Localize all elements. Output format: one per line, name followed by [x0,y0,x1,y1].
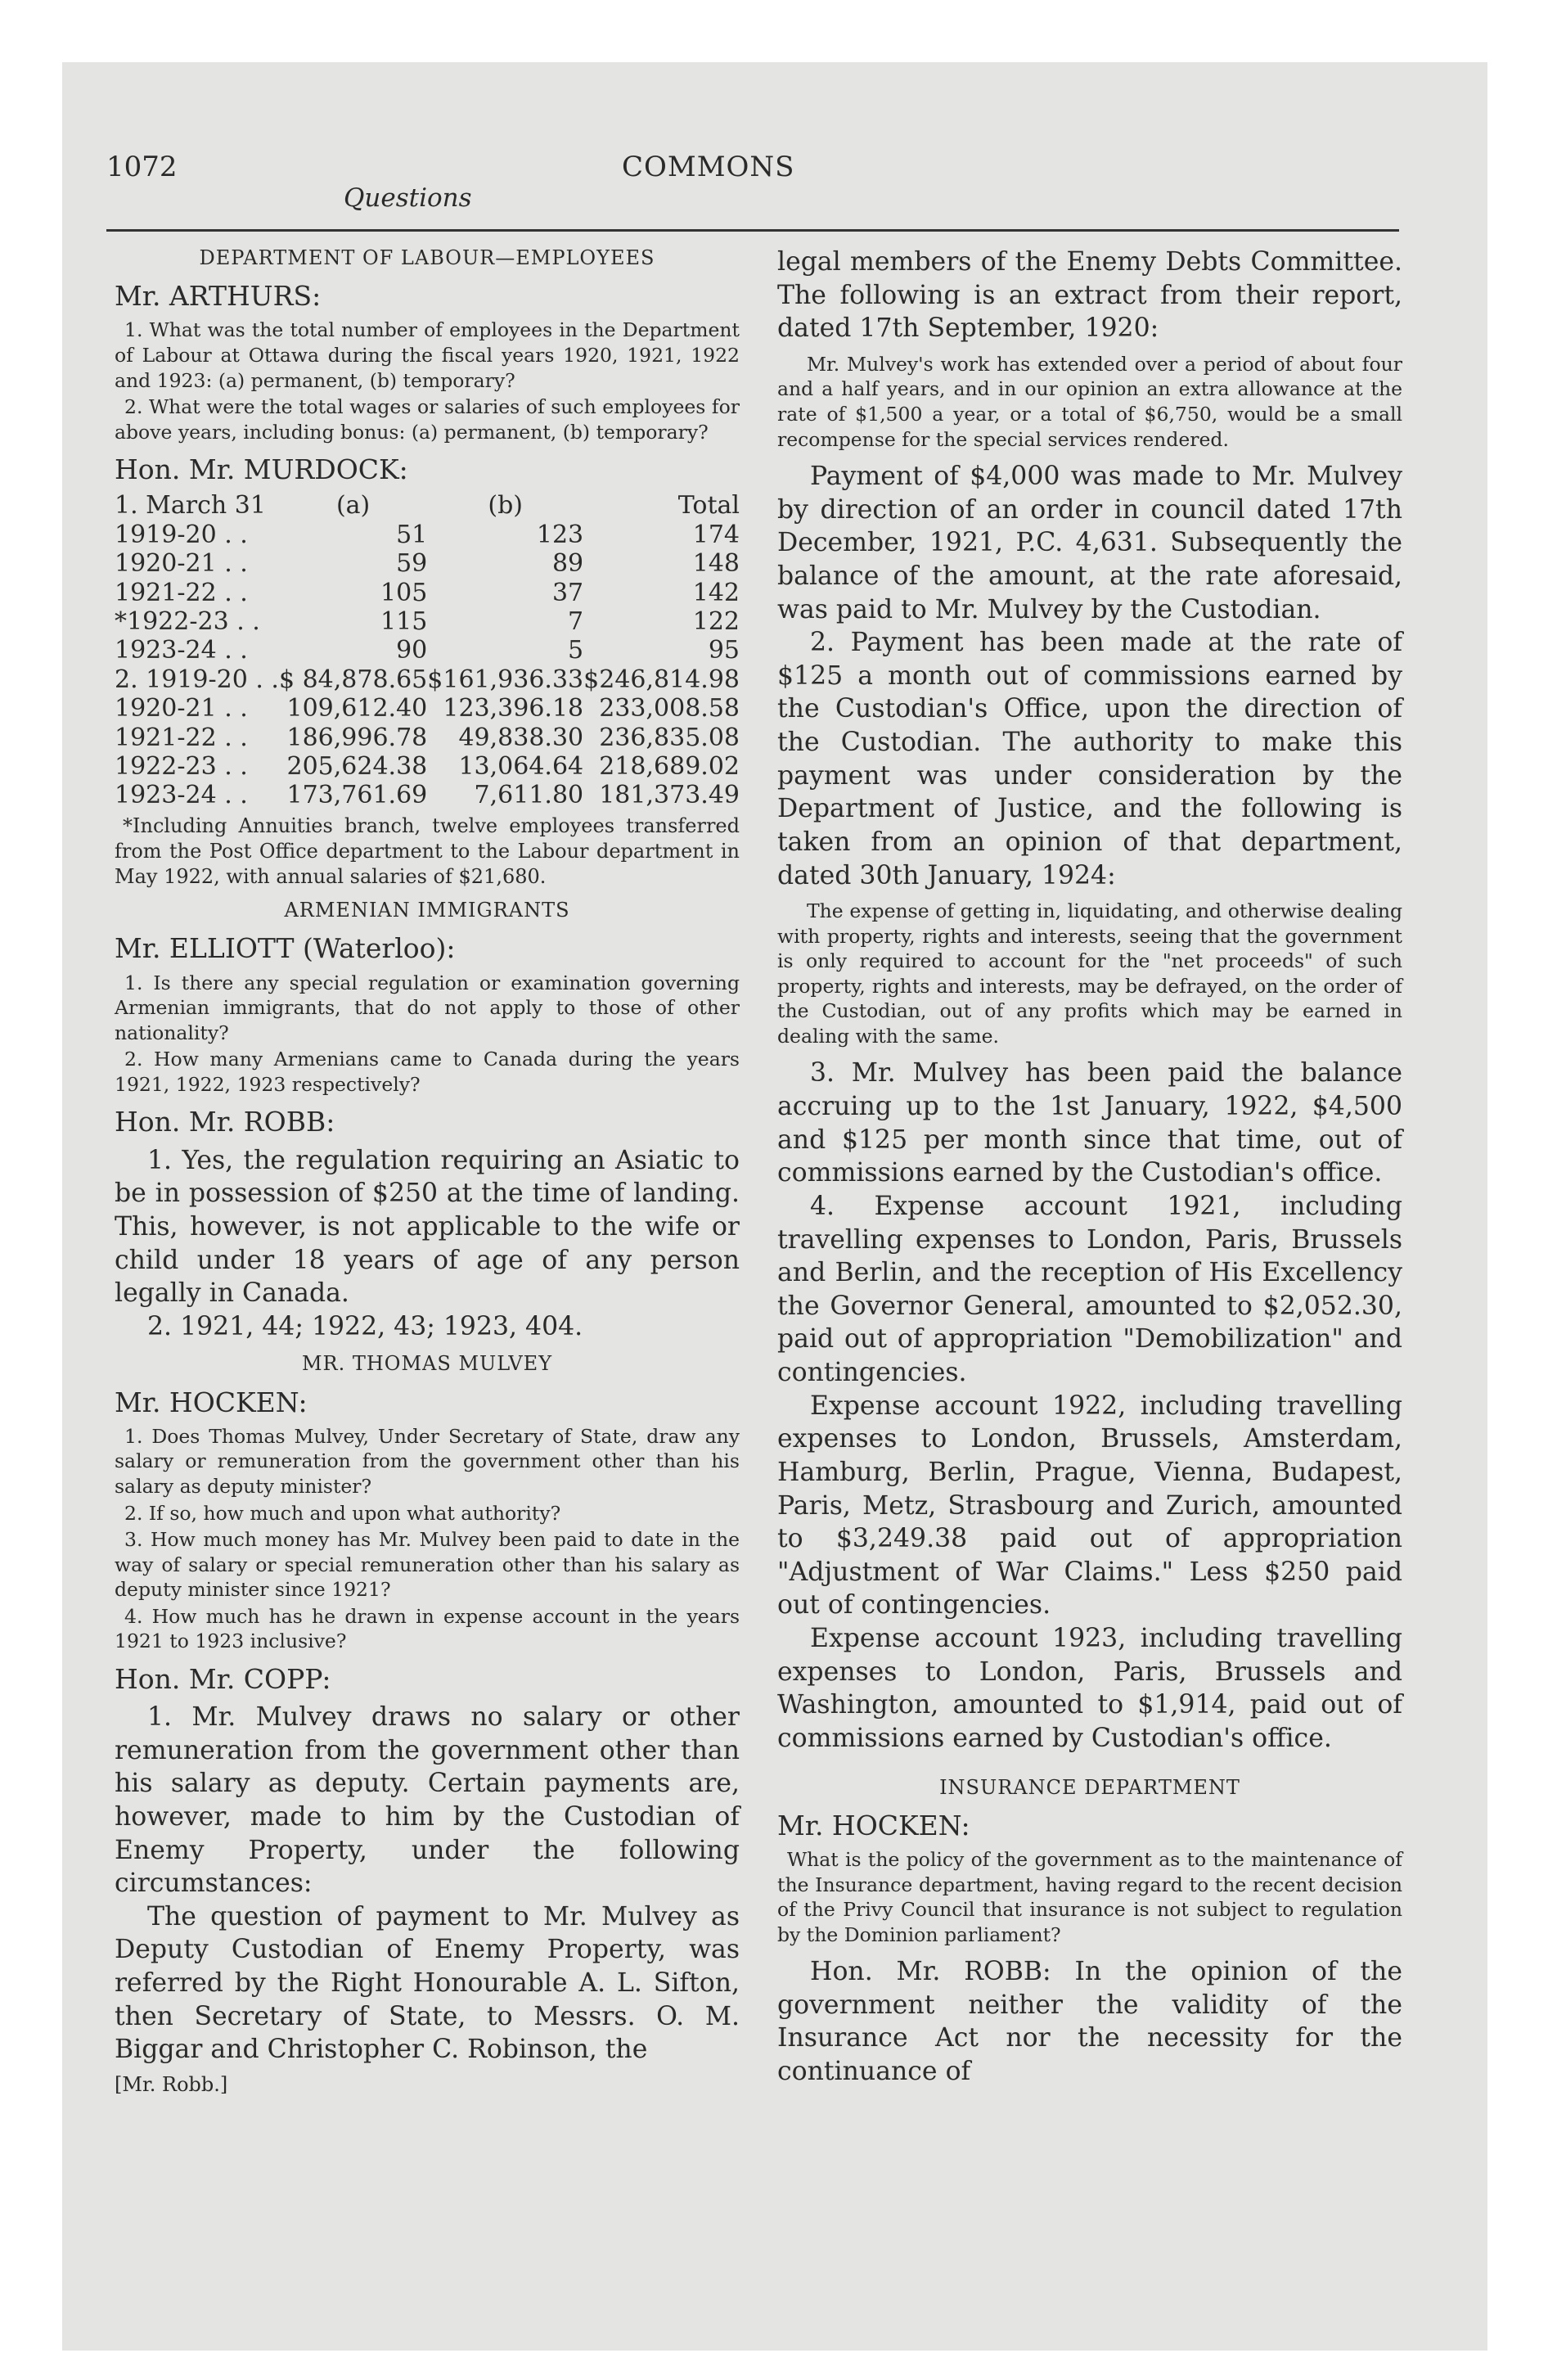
row-year: 1923-24 . . [115,636,248,665]
row-total: 218,689.02 [599,751,740,781]
row-b: 7,611.80 [474,781,584,810]
row-a: 105 [380,578,428,607]
mulvey-question-2: 2. If so, how much and upon what authority? [124,1501,561,1525]
row-a: 186,996.78 [286,723,428,752]
table-row [115,521,740,549]
insurance-question: What is the policy of the government as to the maintenance of the Insurance department, having regard to the recent decision of the Privy Council that insurance is not subject to regulation by the Dominion parliament? [777,1848,1402,1946]
mulvey-question-1: 1. Does Thomas Mulvey, Under Secretary of State, draw any salary or remuneration from the government other than his salary as deputy minister? [115,1424,740,1498]
row-year: 2. 1919-20 . . [115,665,279,694]
mulvey-answer-1: 1. Mr. Mulvey draws no salary or other remuneration from the government other than his salary as deputy. Certain payments are, however, made to him by the Custodian of Enemy Property, under the following circumstances: [115,1702,740,1899]
row-b: 13,064.64 [458,751,584,781]
armenian-answer-speaker: Hon. Mr. ROBB: [115,1106,335,1138]
armenian-heading: ARMENIAN IMMIGRANTS [284,899,570,922]
employees-table [115,491,740,809]
mulvey-heading: MR. THOMAS MULVEY [301,1352,553,1376]
table-row [115,723,740,752]
row-a: 173,761.69 [286,781,428,810]
row-total: 236,835.08 [599,723,740,752]
row-b: 7 [568,606,584,636]
row-a: 51 [396,520,428,549]
row-year: 1920-21 . . [115,549,248,579]
balance-paragraph: 3. Mr. Mulvey has been paid the balance accruing up to the 1st January, 1922, $4,500 and $125 per month since that time, out of commissions earned by the Custodian's office. [777,1058,1402,1188]
mulvey-answer-speaker: Hon. Mr. COPP: [115,1662,331,1695]
labour-question-1: 1. What was the total number of employees in the Department of Labour at Ottawa during the fiscal years 1920, 1921, 1922 and 1923: (a) permanent, (b) temporary? [115,318,740,392]
row-a: 90 [396,636,428,665]
insurance-answer: Hon. Mr. ROBB: In the opinion of the government neither the validity of the Insurance Act nor the necessity for the continuance of [777,1957,1402,2087]
row-year: 1921-22 . . [115,578,248,607]
insurance-speaker: Mr. HOCKEN: [777,1809,970,1841]
armenian-question-1: 1. Is there any special regulation or examination governing Armenian immigrants, that do not apply to those of other nationality? [115,971,740,1044]
labour-speaker: Mr. ARTHURS: [115,280,322,313]
row-total: 95 [708,636,740,665]
row-year: 1920-21 . . [115,694,248,723]
speaker-footer: [Mr. Robb.] [115,2072,228,2096]
mulvey-question-4: 4. How much has he drawn in expense account in the years 1921 to 1923 inclusive? [115,1604,740,1653]
table-footnote: *Including Annuities branch, twelve employees transferred from the Post Office department to the Labour department in May 1922, with annual salaries of $21,680. [115,814,740,889]
table-row [115,694,740,723]
table-row [115,665,740,694]
justice-opinion-extract: The expense of getting in, liquidating, and otherwise dealing with property, rights and interests, seeing that the government is only required to account for the "net proceeds" of such property, rights and interests, may be defrayed, on the order of the Custodian, out of any profits which may be earned in dealing with the same. [777,899,1402,1048]
row-year: 1921-22 . . [115,723,248,752]
armenian-question-2: 2. How many Armenians came to Canada during the years 1921, 1922, 1923 respectively? [115,1048,740,1096]
mulvey-question-3: 3. How much money has Mr. Mulvey been paid to date in the way of salary or special remuneration other than his salary as deputy minister since 1921? [115,1528,740,1602]
committee-paragraph: legal members of the Enemy Debts Committee. The following is an extract from their report, dated 17th September, 1920: [777,247,1402,344]
payment-paragraph: Payment of $4,000 was made to Mr. Mulvey by direction of an order in council dated 17th December, 1921, P.C. 4,631. Subsequently the balance of the amount, at the rate aforesaid, was paid to Mr. Mulvey by the Custodian. [777,462,1402,624]
table-header-total: Total [677,491,740,521]
section-label: Questions [344,183,472,213]
labour-answer-speaker: Hon. Mr. MURDOCK: [115,453,408,486]
row-total: 174 [692,520,740,549]
table-header-label: 1. March 31 [115,491,266,521]
row-a: $ 84,878.65 [278,665,428,694]
page-number: 1072 [106,151,178,183]
row-year: 1923-24 . . [115,781,248,810]
table-header-a: (a) [335,491,371,521]
expense-1922-paragraph: Expense account 1922, including travelling expenses to London, Brussels, Amsterdam, Hamburg, Berlin, Prague, Vienna, Budapest, Paris, Metz, Strasbourg and Zurich, amounted to $3,249.38 paid out of appropriation "Adjustment of War Claims." Less $250 paid out of contingencies. [777,1391,1402,1620]
row-b: 37 [551,578,584,607]
commission-paragraph: 2. Payment has been made at the rate of $125 a month out of commissions earned by the Custodian's Office, upon the direction of the Custodian. The authority to make this payment was under consideration by the Department of Justice, and the following is taken from an opinion of that department, dated 30th January, 1924: [777,628,1402,890]
row-year: *1922-23 . . [115,606,260,636]
table-header-row [115,491,740,520]
row-total: 181,373.49 [599,781,740,810]
report-extract: Mr. Mulvey's work has extended over a period of about four and a half years, and in our opinion an extra allowance at the rate of $1,500 a year, or a total of $6,750, would be a small recompense for the special services rendered. [777,352,1402,451]
row-total: $246,814.98 [583,665,740,694]
insurance-heading: INSURANCE DEPARTMENT [939,1775,1240,1799]
right-column [777,246,1402,2089]
armenian-speaker: Mr. ELLIOTT (Waterloo): [115,932,456,965]
table-row [115,579,740,607]
page-title: COMMONS [622,151,795,183]
row-year: 1919-20 . . [115,520,248,549]
row-total: 142 [692,578,740,607]
row-a: 115 [380,606,428,636]
armenian-answer-1: 1. Yes, the regulation requiring an Asiatic to be in possession of $250 at the time of landing. This, however, is not applicable to the wife or child under 18 years of age of any person legally in Canada. [115,1145,740,1309]
row-b: 123,396.18 [443,694,584,723]
table-row [115,781,740,809]
table-header-b: (b) [488,491,524,521]
row-a: 109,612.40 [286,694,428,723]
row-b: 5 [568,636,584,665]
table-row [115,607,740,636]
row-b: $161,936.33 [427,665,584,694]
row-total: 233,008.58 [599,694,740,723]
expense-1921-paragraph: 4. Expense account 1921, including travelling expenses to London, Paris, Brussels and Berlin, and the reception of His Excellency the Governor General, amounted to $2,052.30, paid out of appropriation "Demobilization" and contingencies. [777,1191,1402,1388]
row-a: 59 [396,549,428,579]
expense-1923-paragraph: Expense account 1923, including travelling expenses to London, Paris, Brussels and Washington, amounted to $1,914, paid out of commissions earned by Custodian's office. [777,1624,1402,1753]
labour-heading: DEPARTMENT OF LABOUR—EMPLOYEES [199,246,655,269]
row-year: 1922-23 . . [115,751,248,781]
armenian-answer-2: 2. 1921, 44; 1922, 43; 1923, 404. [147,1311,583,1341]
table-row [115,752,740,781]
labour-question-2: 2. What were the total wages or salaries of such employees for above years, including bonus: (a) permanent, (b) temporary? [115,395,740,444]
table-row [115,549,740,578]
row-a: 205,624.38 [286,751,428,781]
row-total: 148 [692,549,740,579]
table-row [115,636,740,665]
row-b: 123 [536,520,584,549]
left-column [115,246,740,2096]
mulvey-speaker: Mr. HOCKEN: [115,1386,308,1418]
mulvey-answer-2: The question of payment to Mr. Mulvey as Deputy Custodian of Enemy Property, was referred by the Right Honourable A. L. Sifton, then Secretary of State, to Messrs. O. M. Biggar and Christopher C. Robinson, the [115,1901,740,2065]
row-b: 89 [551,549,584,579]
row-total: 122 [692,606,740,636]
row-b: 49,838.30 [458,723,584,752]
header-rule [106,229,1399,232]
